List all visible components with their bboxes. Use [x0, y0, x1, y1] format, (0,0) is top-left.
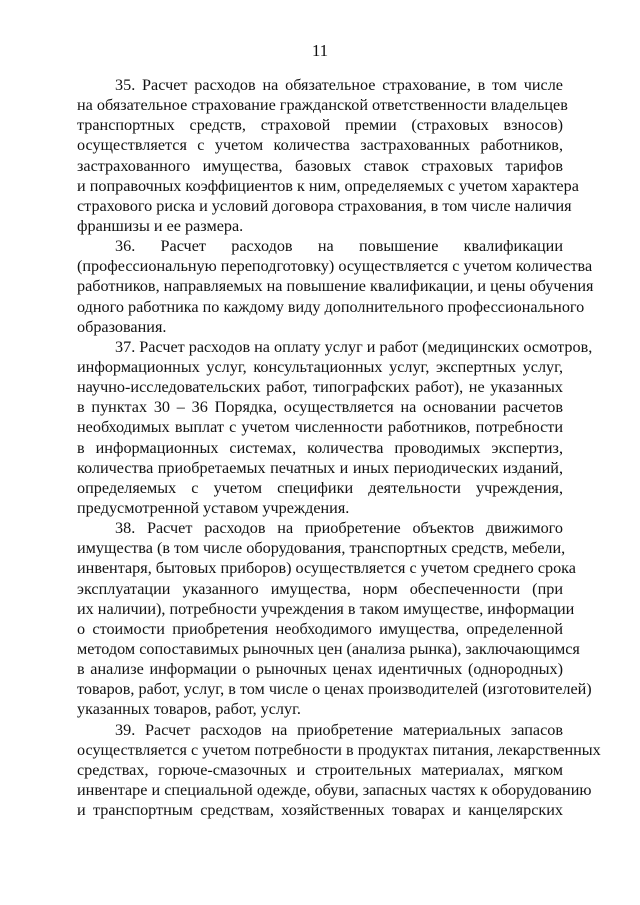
text-line: товаров, работ, услуг, в том числе о ценах производителей (изготовителей) [77, 680, 592, 699]
text-line: (профессиональную переподготовку) осуществляется с учетом количества [77, 257, 593, 276]
text-line: на обязательное страхование гражданской ответственности владельцев [77, 96, 568, 115]
text-line: необходимых выплат с учетом численности работников, потребности [77, 418, 563, 437]
page-number: 11 [311, 41, 329, 60]
text-line: франшизы и ее размера. [77, 216, 244, 235]
text-line: и транспортным средствам, хозяйственных товарах и канцелярских [77, 801, 563, 820]
text-line: о стоимости приобретения необходимого имущества, определенной [77, 619, 563, 638]
text-line: одного работника по каждому виду дополнительного профессионального [77, 297, 585, 316]
text-line: в анализе информации о рыночных ценах идентичных (однородных) [77, 660, 563, 679]
paragraph-39 [77, 720, 601, 821]
text-line: определяемых с учетом специфики деятельности учреждения, [77, 478, 563, 497]
text-line: их наличии), потребности учреждения в таком имуществе, информации [77, 599, 575, 618]
text-line: 39. Расчет расходов на приобретение материальных запасов [115, 720, 563, 739]
text-line: осуществляется с учетом количества застрахованных работников, [77, 136, 563, 155]
document-body [77, 75, 601, 820]
text-line: 36. Расчет расходов на повышение квалификации [115, 237, 563, 256]
text-line: средствах, горюче-смазочных и строительных материалах, мягком [77, 760, 563, 779]
paragraph-35 [77, 75, 579, 236]
text-line: образования. [77, 317, 167, 336]
text-line: транспортных средств, страховой премии (страховых взносов) [77, 116, 563, 135]
text-line: эксплуатации указанного имущества, норм обеспеченности (при [77, 579, 563, 598]
text-line: работников, направляемых на повышение квалификации, и цены обучения [77, 277, 594, 296]
text-line: 38. Расчет расходов на приобретение объектов движимого [115, 519, 563, 538]
text-line: 37. Расчет расходов на оплату услуг и работ (медицинских осмотров, [115, 337, 593, 356]
text-line: страхового риска и условий договора страхования, в том числе наличия [77, 196, 572, 215]
text-line: научно-исследовательских работ, типографских работ), не указанных [77, 378, 563, 397]
text-line: количества приобретаемых печатных и иных периодических изданий, [77, 458, 563, 477]
text-line: инвентаря, бытовых приборов) осуществляется с учетом среднего срока [77, 559, 576, 578]
text-line: осуществляется с учетом потребности в продуктах питания, лекарственных [77, 740, 601, 759]
paragraph-37 [77, 337, 593, 518]
text-line: указанных товаров, работ, услуг. [77, 700, 301, 719]
text-line: предусмотренной уставом учреждения. [77, 498, 350, 517]
text-line: методом сопоставимых рыночных цен (анализа рынка), заключающимся [77, 639, 580, 658]
paragraph-36 [77, 236, 594, 337]
text-line: информационных услуг, консультационных услуг, экспертных услуг, [77, 357, 563, 376]
text-line: имущества (в том числе оборудования, транспортных средств, мебели, [77, 539, 566, 558]
paragraph-38 [77, 518, 592, 719]
text-line: застрахованного имущества, базовых ставок страховых тарифов [77, 156, 563, 175]
text-line: в пунктах 30 – 36 Порядка, осуществляется на основании расчетов [77, 398, 563, 417]
text-line: в информационных системах, количества проводимых экспертиз, [77, 438, 563, 457]
text-line: инвентаре и специальной одежде, обуви, запасных частях к оборудованию [77, 780, 592, 799]
text-line: 35. Расчет расходов на обязательное страхование, в том числе [115, 76, 563, 94]
text-line: и поправочных коэффициентов к ним, определяемых с учетом характера [77, 176, 579, 195]
